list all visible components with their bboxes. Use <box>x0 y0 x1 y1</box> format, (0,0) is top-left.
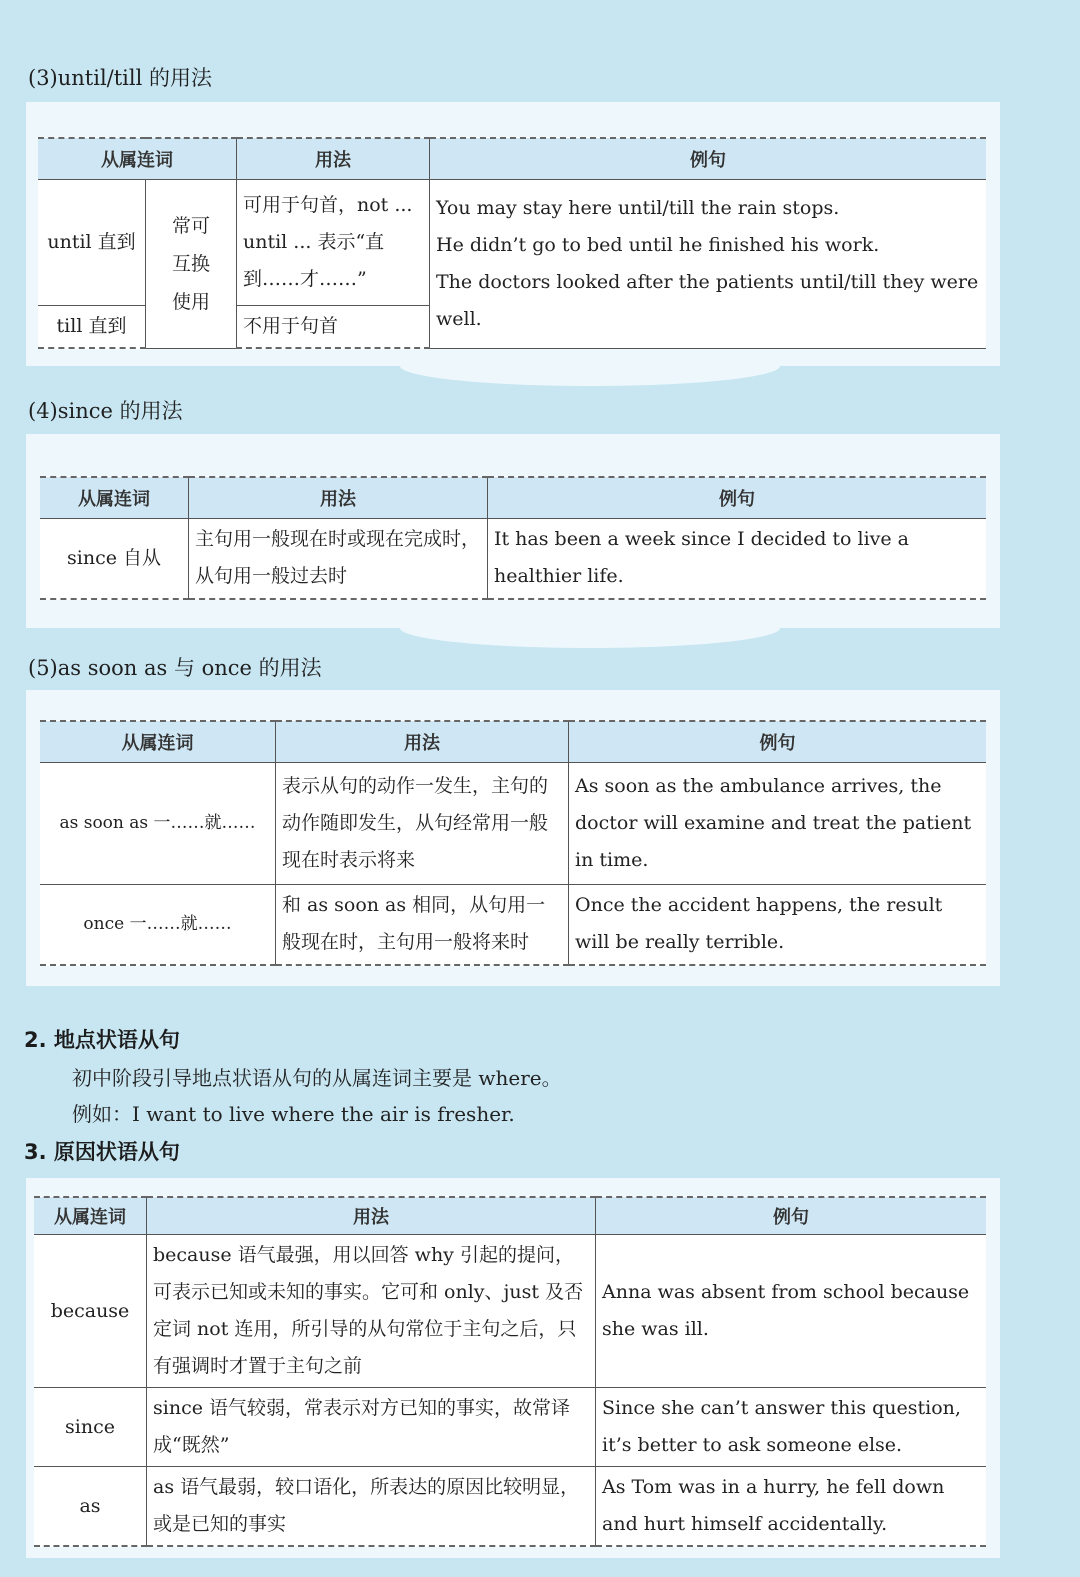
header-conj: 从属连词 <box>38 138 237 180</box>
header-conj: 从属连词 <box>40 477 189 519</box>
section-title-as-soon-as: (5)as soon as 与 once 的用法 <box>28 656 322 680</box>
panel-notch <box>400 608 780 648</box>
example-sentence: He didn’t go to bed until he finished his work. <box>436 233 880 256</box>
usage-since: 主句用一般现在时或现在完成时，从句用一般过去时 <box>189 519 488 599</box>
place-example: 例如：I want to live where the air is fresher. <box>72 1102 515 1126</box>
example-since: It has been a week since I decided to live a healthier life. <box>488 519 987 599</box>
header-example: 例句 <box>488 477 987 519</box>
usage-as: as 语气最弱，较口语化，所表达的原因比较明显，或是已知的事实 <box>147 1467 596 1547</box>
as-soon-as-table <box>40 720 986 966</box>
example-sentence: The doctors looked after the patients until/till they were well. <box>436 270 979 330</box>
examples-until <box>430 180 987 349</box>
header-usage: 用法 <box>276 721 569 763</box>
header-example: 例句 <box>596 1197 987 1235</box>
section-title-place: 2. 地点状语从句 <box>24 1028 180 1052</box>
example-as-soon-as: As soon as the ambulance arrives, the doctor will examine and treat the patient in time. <box>569 763 987 885</box>
header-usage: 用法 <box>189 477 488 519</box>
conj-since: since 自从 <box>40 519 189 599</box>
header-usage: 用法 <box>237 138 430 180</box>
conj-since-reason: since <box>34 1388 147 1467</box>
conj-as-soon-as: as soon as 一……就…… <box>40 763 276 885</box>
section-title-reason: 3. 原因状语从句 <box>24 1140 180 1164</box>
since-table <box>40 476 986 600</box>
example-because: Anna was absent from school because she was ill. <box>596 1235 987 1388</box>
conj-once: once 一……就…… <box>40 885 276 965</box>
interchange-note: 常可 互换 使用 <box>146 180 237 349</box>
conj-as: as <box>34 1467 147 1547</box>
example-as: As Tom was in a hurry, he fell down and hurt himself accidentally. <box>596 1467 987 1547</box>
usage-till: 不用于句首 <box>237 306 430 349</box>
until-till-table <box>38 137 986 349</box>
usage-until: 可用于句首，not ... until ... 表示“直到……才……” <box>237 180 430 306</box>
usage-because: because 语气最强，用以回答 why 引起的提问，可表示已知或未知的事实。它可和 only、just 及否定词 not 连用，所引导的从句常位于主句之后，只有强调时才置于主句之前 <box>147 1235 596 1388</box>
reason-table <box>34 1196 986 1547</box>
header-example: 例句 <box>430 138 987 180</box>
section-title-until: (3)until/till 的用法 <box>28 66 213 90</box>
usage-once: 和 as soon as 相同，从句用一般现在时，主句用一般将来时 <box>276 885 569 965</box>
example-once: Once the accident happens, the result will be really terrible. <box>569 885 987 965</box>
conj-until: until 直到 <box>38 180 146 306</box>
example-since-reason: Since she can’t answer this question, it’s better to ask someone else. <box>596 1388 987 1467</box>
panel-notch <box>400 346 780 386</box>
usage-as-soon-as: 表示从句的动作一发生，主句的动作随即发生，从句经常用一般现在时表示将来 <box>276 763 569 885</box>
header-usage: 用法 <box>147 1197 596 1235</box>
conj-because: because <box>34 1235 147 1388</box>
header-example: 例句 <box>569 721 987 763</box>
usage-since-reason: since 语气较弱，常表示对方已知的事实，故常译成“既然” <box>147 1388 596 1467</box>
section-title-since: (4)since 的用法 <box>28 399 183 423</box>
example-sentence: You may stay here until/till the rain stops. <box>436 196 840 219</box>
header-conj: 从属连词 <box>40 721 276 763</box>
header-conj: 从属连词 <box>34 1197 147 1235</box>
conj-till: till 直到 <box>38 306 146 349</box>
place-text: 初中阶段引导地点状语从句的从属连词主要是 where。 <box>72 1066 562 1090</box>
